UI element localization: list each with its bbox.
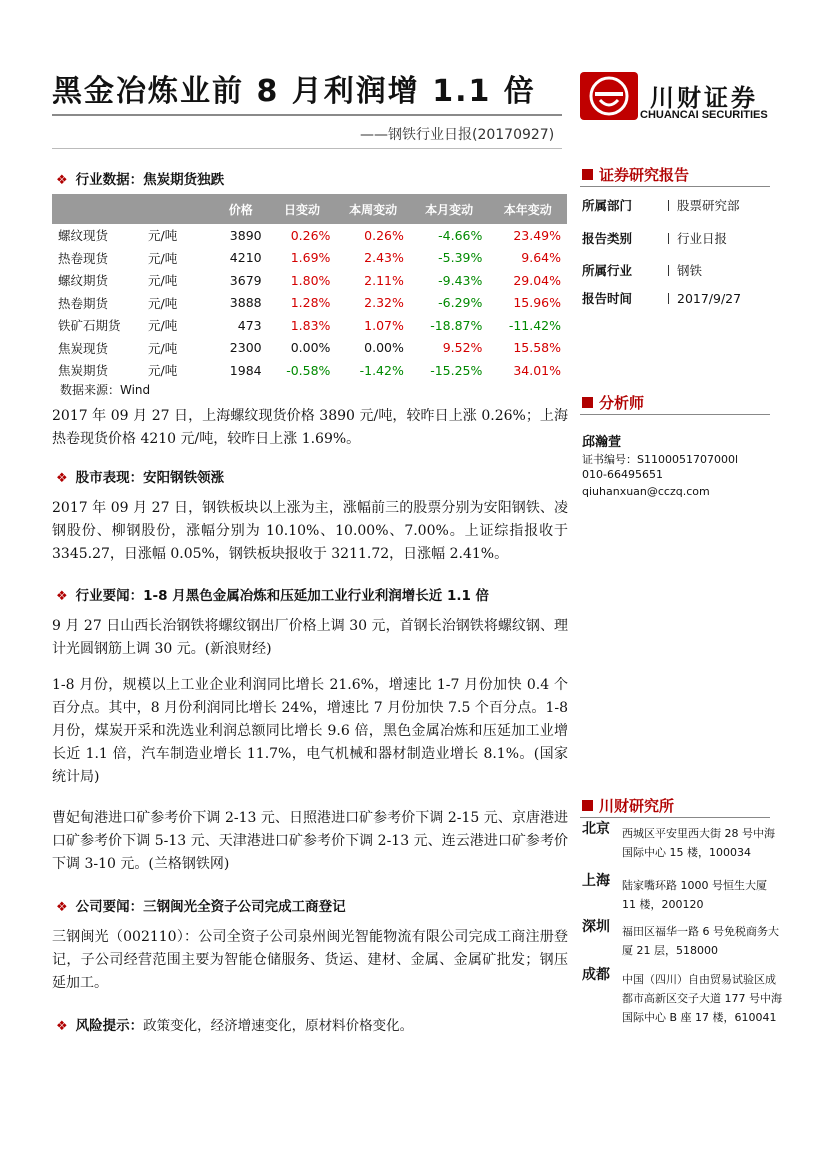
table-cell-day: -0.58% xyxy=(286,362,331,378)
diamond-bullet-icon: ❖ xyxy=(56,1019,68,1034)
diamond-bullet-icon: ❖ xyxy=(56,173,68,188)
section-market: ❖ 股市表现：安阳钢铁领涨 xyxy=(56,470,225,486)
office-city-shanghai: 上海 xyxy=(582,873,610,889)
section-risk: ❖ 风险提示：政策变化，经济增速变化，原材料价格变化。 xyxy=(56,1018,414,1034)
table-cell-year: -11.42% xyxy=(508,317,561,333)
table-cell-price: 3890 xyxy=(229,227,262,243)
table-cell-month: 9.52% xyxy=(442,340,483,356)
table-cell-week: 0.26% xyxy=(364,227,404,243)
table-cell-price: 4210 xyxy=(229,250,262,266)
analyst-email[interactable]: qiuhanxuan@cczq.com xyxy=(582,485,710,498)
diamond-bullet-icon: ❖ xyxy=(56,589,68,604)
table-row xyxy=(52,359,567,382)
paragraph-market: 2017 年 09 月 27 日，钢铁板块以上涨为主，涨幅前三的股票分别为安阳钢铁、凌钢股份、柳钢股份，涨幅分别为 10.10%、10.00%、7.00%。上证综指报收于 3345.27，日涨幅 0.05%，钢铁板块报收于 3211.72，日涨幅 2.41%。 xyxy=(52,500,568,562)
table-cell-week: -1.42% xyxy=(359,362,404,378)
section-industry-data: ❖ 行业数据：焦炭期货独跌 xyxy=(56,172,225,188)
table-cell-week: 2.11% xyxy=(364,272,404,288)
table-cell-price: 473 xyxy=(237,317,262,333)
table-cell-month: -18.87% xyxy=(430,317,483,333)
table-cell-unit: 元/吨 xyxy=(148,273,178,289)
office-city-beijing: 北京 xyxy=(582,821,610,837)
square-marker-icon xyxy=(582,397,593,408)
table-cell-month: -9.43% xyxy=(438,272,483,288)
info-row-date: 报告时间 2017/9/27 xyxy=(582,291,742,306)
table-row xyxy=(52,247,567,270)
page-title: 黑金冶炼业前 8 月利润增 1.1 倍 xyxy=(52,74,536,109)
table-cell-price: 3888 xyxy=(229,295,262,311)
info-row-type: 报告类别 行业日报 xyxy=(582,231,728,246)
table-cell-week: 2.43% xyxy=(364,250,404,266)
office-addr-shenzhen: 福田区福华一路 6 号免税商务大厦 21 层，518000 xyxy=(622,925,779,957)
chuancai-logo-icon xyxy=(580,72,638,120)
table-cell-unit: 元/吨 xyxy=(148,363,178,379)
table-cell-unit: 元/吨 xyxy=(148,295,178,311)
office-addr-beijing: 西城区平安里西大街 28 号中海国际中心 15 楼，100034 xyxy=(622,827,775,859)
col-week: 本周变动 xyxy=(336,194,409,224)
table-cell-month: -6.29% xyxy=(438,295,483,311)
paragraph-industry-data: 2017 年 09 月 27 日，上海螺纹现货价格 3890 元/吨，较昨日上涨 0.26%；上海热卷现货价格 4210 元/吨，较昨日上涨 1.69%。 xyxy=(52,408,568,447)
analyst-cert: 证书编号：S1100051707000l xyxy=(582,453,739,466)
analyst-heading: 分析师 xyxy=(582,392,644,413)
table-cell-week: 0.00% xyxy=(364,340,404,356)
table-cell-name: 热卷期货 xyxy=(58,295,109,311)
table-cell-month: -15.25% xyxy=(430,362,483,378)
office-city-shenzhen: 深圳 xyxy=(582,919,610,935)
table-cell-year: 15.58% xyxy=(513,340,561,356)
report-subtitle: ——钢铁行业日报(20170927) xyxy=(360,127,555,143)
table-row xyxy=(52,292,567,315)
table-cell-day: 0.00% xyxy=(290,340,331,356)
brand-name-cn: 川财证券 xyxy=(650,84,758,112)
analyst-divider xyxy=(580,414,770,415)
table-header-row xyxy=(52,194,567,224)
table-cell-unit: 元/吨 xyxy=(148,340,178,356)
table-cell-unit: 元/吨 xyxy=(148,228,178,244)
table-cell-unit: 元/吨 xyxy=(148,250,178,266)
subtitle-divider xyxy=(52,148,562,149)
paragraph-news-2: 1-8 月份，规模以上工业企业利润同比增长 21.6%，增速比 1-7 月份加快 0.4 个百分点。其中，8 月份利润同比增长 24%，增速比 7 月份加快 7.5 个百分点。1-8 月份，煤炭开采和洗选业利润总额同比增长 9.6 倍，黑色金属冶炼和压延加工业增长近 1.1 倍，汽车制造业增长 11.7%，电气机械和器材制造业增长 8.1%。(国家统计局) xyxy=(52,677,568,785)
col-price: 价格 xyxy=(214,194,268,224)
table-cell-day: 1.83% xyxy=(290,317,331,333)
brand-name-en: CHUANCAI SECURITIES xyxy=(640,109,768,121)
table-row xyxy=(52,337,567,360)
table-cell-name: 螺纹现货 xyxy=(58,228,109,244)
table-cell-month: -4.66% xyxy=(438,227,483,243)
paragraph-company: 三钢闽光（002110）：公司全资子公司泉州闽光智能物流有限公司完成工商注册登记，子公司经营范围主要为智能仓储服务、货运、建材、金属、金属矿批发；钢压延加工。 xyxy=(52,929,568,991)
paragraph-news-3: 曹妃甸港进口矿参考价下调 2-13 元、日照港进口矿参考价下调 2-15 元、京唐港进口矿参考价下调 5-13 元、天津港进口矿参考价下调 2-13 元、连云港进口矿参考价下调 3-10 元。(兰格钢铁网) xyxy=(52,810,568,872)
table-cell-year: 23.49% xyxy=(513,227,561,243)
col-month: 本月变动 xyxy=(410,194,489,224)
title-divider xyxy=(52,114,562,116)
office-city-chengdu: 成都 xyxy=(582,967,610,983)
diamond-bullet-icon: ❖ xyxy=(56,900,68,915)
table-cell-price: 2300 xyxy=(229,340,262,356)
table-cell-day: 1.80% xyxy=(290,272,331,288)
table-cell-week: 2.32% xyxy=(364,295,404,311)
table-cell-day: 0.26% xyxy=(290,227,331,243)
table-cell-day: 1.69% xyxy=(290,250,331,266)
price-table xyxy=(52,194,567,382)
table-cell-price: 3679 xyxy=(229,272,262,288)
institute-heading: 川财研究所 xyxy=(582,795,674,816)
table-cell-year: 29.04% xyxy=(513,272,561,288)
table-cell-year: 9.64% xyxy=(521,250,561,266)
table-cell-unit: 元/吨 xyxy=(148,318,178,334)
table-cell-name: 焦炭现货 xyxy=(58,340,109,356)
office-addr-chengdu: 中国（四川）自由贸易试验区成都市高新区交子大道 177 号中海国际中心 B 座 17 楼，610041 xyxy=(622,973,782,1024)
table-cell-week: 1.07% xyxy=(364,317,404,333)
report-info-heading: 证券研究报告 xyxy=(582,164,689,185)
analyst-name: 邱瀚萱 xyxy=(582,435,622,450)
table-cell-year: 15.96% xyxy=(513,295,561,311)
analyst-phone: 010-66495651 xyxy=(582,468,663,481)
info-row-dept: 所属部门 股票研究部 xyxy=(582,198,740,213)
section-company: ❖ 公司要闻：三钢闽光全资子公司完成工商登记 xyxy=(56,899,346,915)
table-cell-name: 螺纹期货 xyxy=(58,273,109,289)
table-row xyxy=(52,224,567,247)
table-cell-month: -5.39% xyxy=(438,250,483,266)
office-addr-shanghai: 陆家嘴环路 1000 号恒生大厦 11 楼，200120 xyxy=(622,879,767,911)
table-cell-name: 焦炭期货 xyxy=(58,363,109,379)
report-info-divider xyxy=(580,186,770,187)
diamond-bullet-icon: ❖ xyxy=(56,471,68,486)
table-cell-name: 热卷现货 xyxy=(58,250,109,266)
col-day: 日变动 xyxy=(268,194,337,224)
table-source: 数据来源：Wind xyxy=(60,383,151,397)
section-news: ❖ 行业要闻：1-8 月黑色金属冶炼和压延加工业行业利润增长近 1.1 倍 xyxy=(56,588,490,604)
square-marker-icon xyxy=(582,800,593,811)
table-row xyxy=(52,269,567,292)
col-year: 本年变动 xyxy=(488,194,567,224)
table-cell-name: 铁矿石期货 xyxy=(58,318,121,334)
table-cell-day: 1.28% xyxy=(290,295,331,311)
info-row-industry: 所属行业 钢铁 xyxy=(582,263,703,278)
table-cell-year: 34.01% xyxy=(513,362,561,378)
paragraph-news-1: 9 月 27 日山西长治钢铁将螺纹钢出厂价格上调 30 元，首钢长治钢铁将螺纹钢、理计光圆钢筋上调 30 元。(新浪财经) xyxy=(52,618,568,657)
table-row xyxy=(52,314,567,337)
table-cell-price: 1984 xyxy=(229,362,262,378)
square-marker-icon xyxy=(582,169,593,180)
